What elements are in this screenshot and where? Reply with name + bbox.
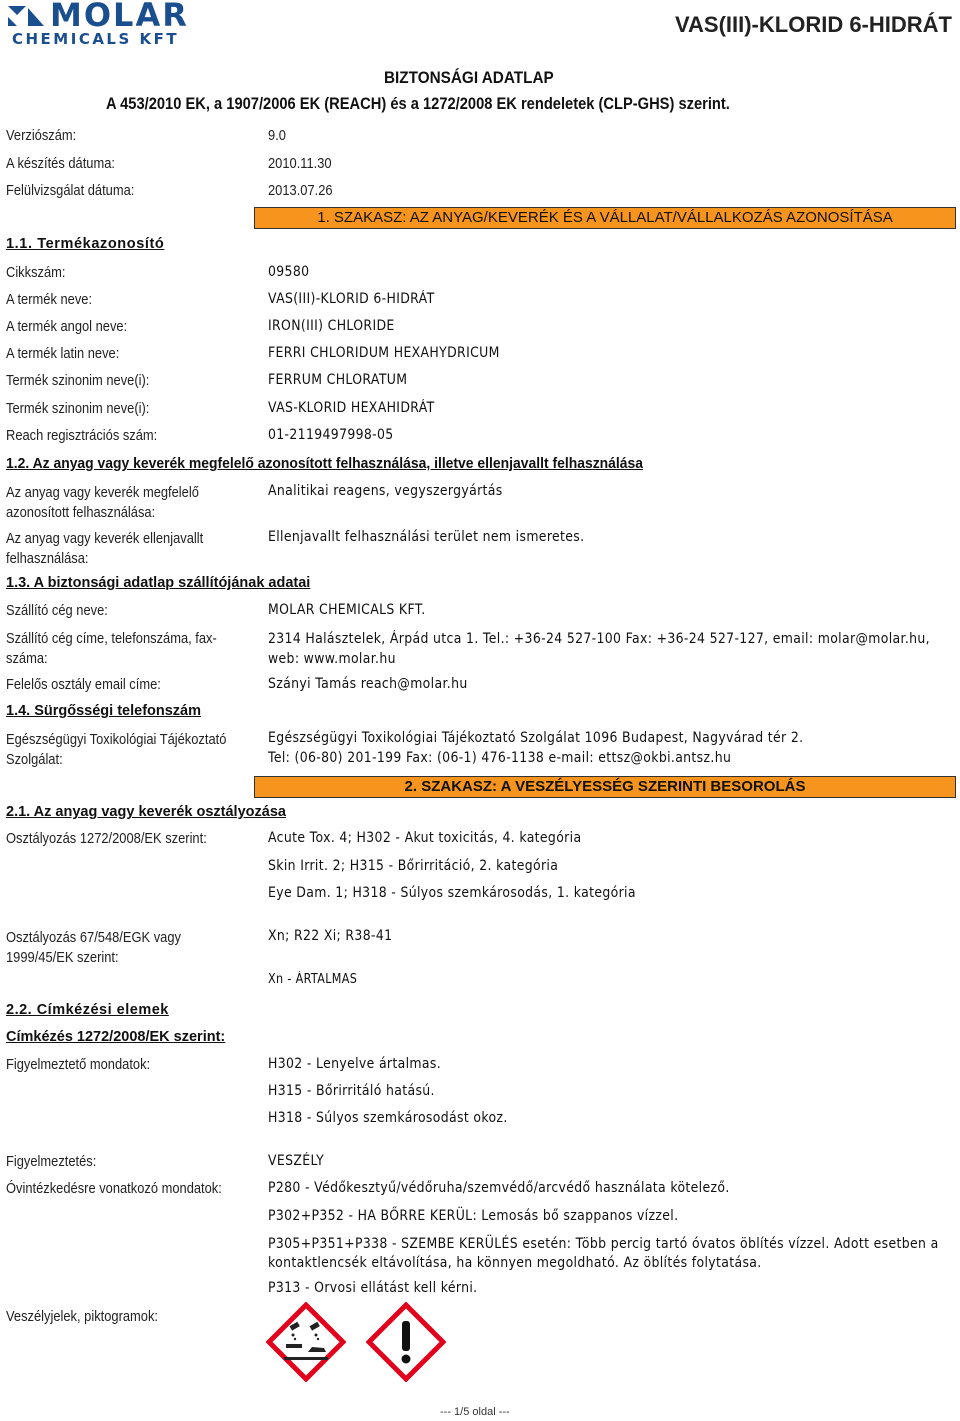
use-value: Analitikai reagens, vegyszergyártás [268, 483, 503, 499]
row-label: Termék szinonim neve(i): [6, 400, 150, 417]
hazard-statement: H315 - Bőrirritáló hatású. [268, 1083, 435, 1099]
row-value: FERRI CHLORIDUM HEXAHYDRICUM [268, 345, 500, 361]
subsection-1-3: 1.3. A biztonsági adatlap szállítójának adatai [6, 575, 311, 591]
meta-version-value: 9.0 [268, 127, 286, 144]
subsection-1-1: 1.1. Termékazonosító [6, 236, 165, 252]
use-label: Az anyag vagy keverék megfelelő azonosított felhasználása: [6, 484, 199, 521]
signal-label: Figyelmeztetés: [6, 1153, 97, 1170]
subsection-2-2: 2.2. Címkézési elemek [6, 1002, 169, 1018]
hazard-statement: H318 - Súlyos szemkárosodást okoz. [268, 1110, 508, 1126]
emergency-line-1: Egészségügyi Toxikológiai Tájékoztató Szolgálat 1096 Budapest, Nagyvárad tér 2. [268, 730, 804, 746]
clp-value: Skin Irrit. 2; H315 - Bőrirritáció, 2. kategória [268, 858, 559, 874]
subsection-2-1: 2.1. Az anyag vagy keverék osztályozása [6, 804, 286, 820]
row-label: Cikkszám: [6, 264, 66, 281]
emergency-line-2: Tel: (06-80) 201-199 Fax: (06-1) 476-1138 e-mail: ettsz@okbi.antsz.hu [268, 750, 732, 766]
row-value: 01-2119497998-05 [268, 427, 394, 443]
ghs-exclamation-icon [366, 1302, 446, 1382]
sheet-title: BIZTONSÁGI ADATLAP [384, 68, 554, 87]
precaution-statement: P280 - Védőkesztyű/védőruha/szemvédő/arcvédő használata kötelező. [268, 1180, 730, 1196]
contra-value: Ellenjavallt felhasználási terület nem ismeretes. [268, 529, 585, 545]
email-label: Felelős osztály email címe: [6, 676, 161, 693]
hazard-statement: H302 - Lenyelve ártalmas. [268, 1056, 442, 1072]
row-value: VAS(III)-KLORID 6-HIDRÁT [268, 291, 435, 307]
row-value: VAS-KLORID HEXAHIDRÁT [268, 400, 435, 416]
clp-label: Osztályozás 1272/2008/EK szerint: [6, 830, 207, 847]
dsd-value-2: Xn - ÁRTALMAS [268, 972, 358, 987]
supplier-label: Szállító cég neve: [6, 602, 108, 619]
precaution-statement: P313 - Orvosi ellátást kell kérni. [268, 1280, 478, 1296]
row-label: A termék latin neve: [6, 345, 120, 362]
meta-reviewed-label: Felülvizsgálat dátuma: [6, 182, 135, 199]
logo-name-bottom: CHEMICALS KFT [12, 30, 180, 48]
pictogram-label: Veszélyjelek, piktogramok: [6, 1308, 159, 1325]
ghs-corrosion-icon [266, 1302, 346, 1382]
precaution-label: Óvintézkedésre vonatkozó mondatok: [6, 1180, 222, 1197]
meta-reviewed-value: 2013.07.26 [268, 182, 333, 199]
row-label: A termék angol neve: [6, 318, 128, 335]
clp-value: Eye Dam. 1; H318 - Súlyos szemkárosodás, 1. kategória [268, 885, 636, 901]
meta-version-label: Verziószám: [6, 127, 77, 144]
email-value: Szányi Tamás reach@molar.hu [268, 676, 468, 692]
row-value: 09580 [268, 264, 310, 280]
regulation-line: A 453/2010 EK, a 1907/2006 EK (REACH) és a 1272/2008 EK rendeletek (CLP-GHS) szerint. [106, 95, 730, 113]
contra-label: Az anyag vagy keverék ellenjavallt felhasználása: [6, 530, 204, 567]
row-value: FERRUM CHLORATUM [268, 372, 408, 388]
document-title: VAS(III)-KLORID 6-HIDRÁT [674, 12, 952, 37]
section2-header: 2. SZAKASZ: A VESZÉLYESSÉG SZERINTI BESOROLÁS [254, 776, 956, 798]
dsd-label: Osztályozás 67/548/EGK vagy 1999/45/EK szerint: [6, 929, 181, 966]
meta-created-label: A készítés dátuma: [6, 155, 115, 172]
row-value: IRON(III) CHLORIDE [268, 318, 395, 334]
logo-name-top: MOLAR [50, 0, 189, 34]
meta-created-value: 2010.11.30 [268, 155, 332, 172]
subsection-1-2: 1.2. Az anyag vagy keverék megfelelő azonosított felhasználása, illetve ellenjavallt felhasználása [6, 456, 643, 472]
labelling-heading: Címkézés 1272/2008/EK szerint: [6, 1029, 226, 1045]
row-label: A termék neve: [6, 291, 93, 308]
clp-value: Acute Tox. 4; H302 - Akut toxicitás, 4. kategória [268, 830, 582, 846]
address-label: Szállító cég címe, telefonszáma, fax-száma: [6, 630, 217, 667]
page-footer: --- 1/5 oldal --- [440, 1406, 510, 1418]
precaution-statement: P302+P352 - HA BŐRRE KERÜL: Lemosás bő szappanos vízzel. [268, 1208, 679, 1224]
company-logo [6, 2, 226, 46]
row-label: Termék szinonim neve(i): [6, 372, 150, 389]
subsection-1-4: 1.4. Sürgősségi telefonszám [6, 703, 202, 719]
emergency-label: Egészségügyi Toxikológiai Tájékoztató Szolgálat: [6, 731, 227, 768]
row-label: Reach regisztrációs szám: [6, 427, 158, 444]
hazard-label: Figyelmeztető mondatok: [6, 1056, 151, 1073]
supplier-value: MOLAR CHEMICALS KFT. [268, 602, 426, 618]
signal-value: VESZÉLY [268, 1153, 325, 1169]
precaution-statement: P305+P351+P338 - SZEMBE KERÜLÉS esetén: Több percig tartó óvatos öblítés vízzel. Adott esetben a kontaktlencsék eltávolítása, ha könnyen megoldható. Az öblítés folytatása. [268, 1236, 939, 1271]
section1-header: 1. SZAKASZ: AZ ANYAG/KEVERÉK ÉS A VÁLLALAT/VÁLLALKOZÁS AZONOSÍTÁSA [254, 207, 956, 229]
dsd-value-1: Xn; R22 Xi; R38-41 [268, 928, 393, 944]
address-value: 2314 Halásztelek, Árpád utca 1. Tel.: +36-24 527-100 Fax: +36-24 527-127, email: molar@molar.hu, web: www.molar.hu [268, 631, 930, 667]
